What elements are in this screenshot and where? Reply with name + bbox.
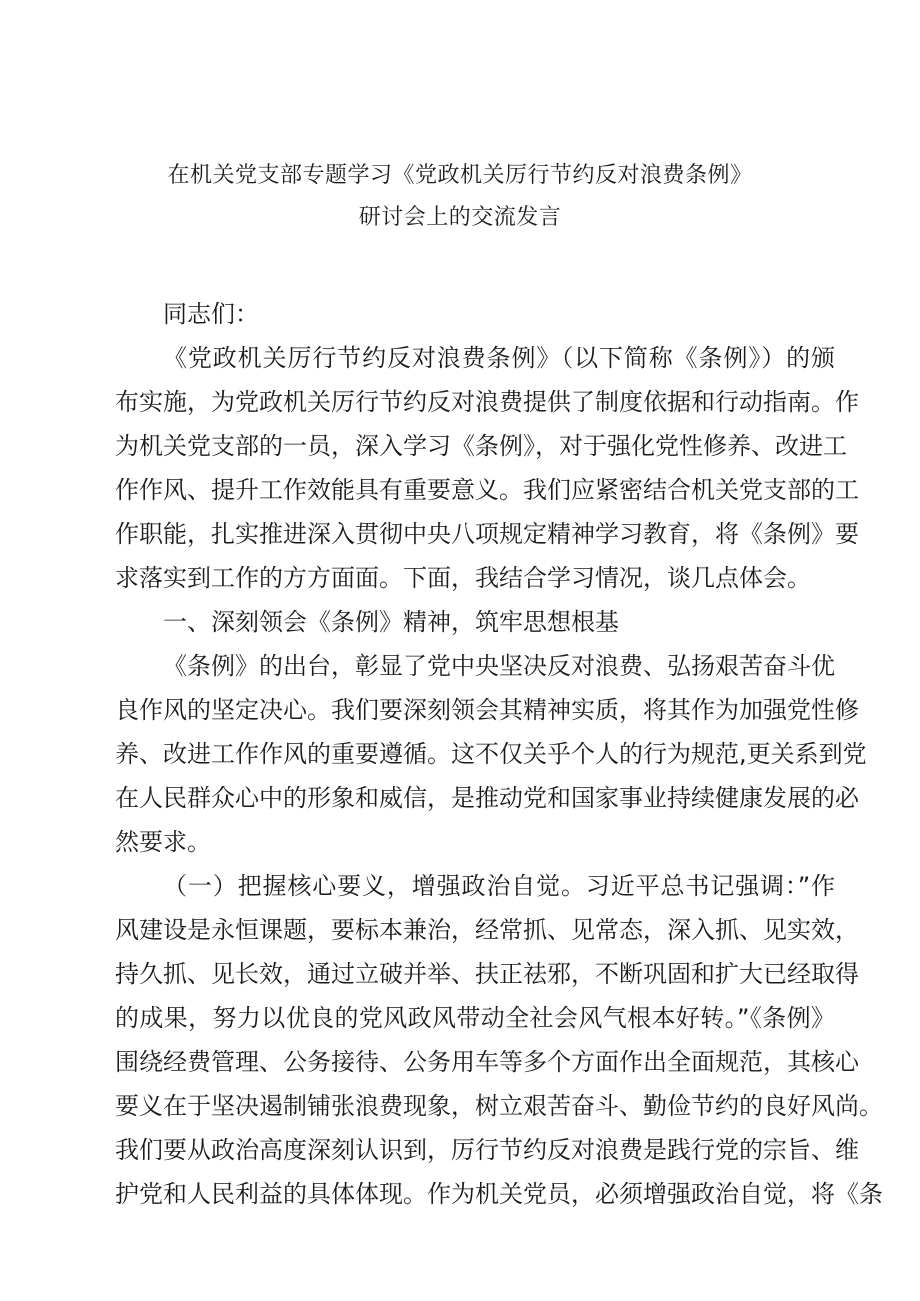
- paragraph-line: 的成果，努力以优良的党风政风带动全社会风气根本好转。”《条例》: [115, 1004, 835, 1032]
- document-title-line-1: 在机关党支部专题学习《党政机关厉行节约反对浪费条例》: [167, 163, 753, 188]
- paragraph-line: 《条例》的出台，彰显了党中央坚决反对浪费、弘扬艰苦奋斗优: [163, 652, 835, 680]
- paragraph-line: 然要求。: [115, 828, 211, 856]
- paragraph-line: 《党政机关厉行节约反对浪费条例》（以下简称《条例》）的颁: [163, 344, 835, 372]
- paragraph-line: 我们要从政治高度深刻认识到，厉行节约反对浪费是践行党的宗旨、维: [115, 1136, 859, 1164]
- paragraph-line: 风建设是永恒课题，要标本兼治，经常抓、见常态，深入抓、见实效，: [115, 916, 859, 944]
- section-heading: 一、深刻领会《条例》精神，筑牢思想根基: [163, 608, 619, 636]
- document-title-line-2: 研讨会上的交流发言: [358, 205, 562, 230]
- paragraph-line: 护党和人民利益的具体体现。作为机关党员，必须增强政治自觉，将《条: [115, 1180, 883, 1208]
- paragraph-line: 作职能，扎实推进深入贯彻中央八项规定精神学习教育，将《条例》要: [115, 520, 859, 548]
- paragraph-line: 布实施，为党政机关厉行节约反对浪费提供了制度依据和行动指南。作: [115, 388, 859, 416]
- paragraph-line: 作作风、提升工作效能具有重要意义。我们应紧密结合机关党支部的工: [115, 476, 859, 504]
- paragraph-line: 为机关党支部的一员，深入学习《条例》，对于强化党性修养、改进工: [115, 432, 847, 460]
- paragraph-line: 要义在于坚决遏制铺张浪费现象，树立艰苦奋斗、勤俭节约的良好风尚。: [115, 1092, 883, 1120]
- paragraph-line: （一）把握核心要义，增强政治自觉。习近平总书记强调：”作: [163, 872, 835, 900]
- paragraph-line: 持久抓、见长效，通过立破并举、扶正祛邪，不断巩固和扩大已经取得: [115, 960, 859, 988]
- paragraph-line: 良作风的坚定决心。我们要深刻领会其精神实质，将其作为加强党性修: [115, 696, 859, 724]
- paragraph-line: 求落实到工作的方方面面。下面，我结合学习情况，谈几点体会。: [115, 564, 811, 592]
- paragraph-line: 围绕经费管理、公务接待、公务用车等多个方面作出全面规范，其核心: [115, 1048, 859, 1076]
- greeting: 同志们：: [163, 300, 259, 328]
- paragraph-line: 在人民群众心中的形象和威信，是推动党和国家事业持续健康发展的必: [115, 784, 859, 812]
- paragraph-line: 养、改进工作作风的重要遵循。这不仅关乎个人的行为规范,更关系到党: [115, 740, 867, 768]
